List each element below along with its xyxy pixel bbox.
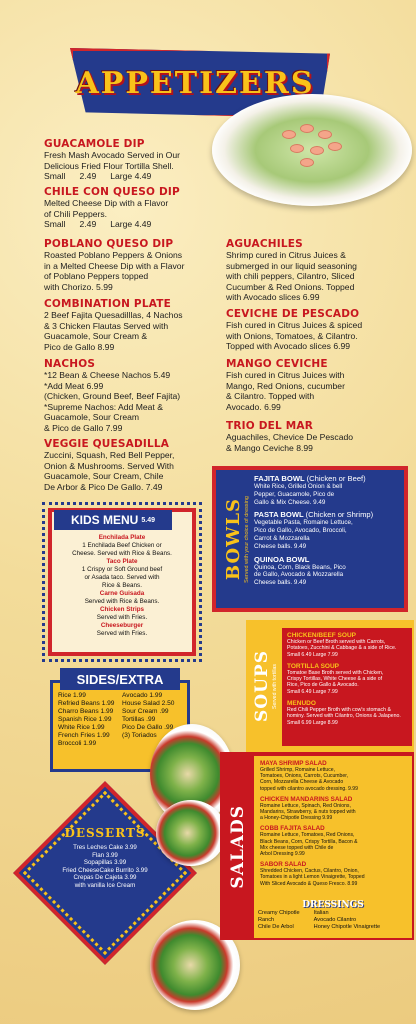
item-desc: *12 Bean & Cheese Nachos 5.49 *Add Meat 6.99 (Chicken, Ground Beef, Beef Fajita) *Supreme Nachos: Add Meat & Guacamole, Sour Cream & Pico de Gallo 7.99 bbox=[44, 370, 181, 433]
dessert-item: Crepas De Cajeta 3.99 bbox=[73, 874, 137, 882]
side-item: Refried Beans 1.99 bbox=[58, 700, 115, 707]
item-name: MANGO CEVICHE bbox=[226, 358, 328, 370]
item-desc: Fresh Mash Avocado Served in Our Delicious Fried Flour Tortilla Shell. bbox=[44, 150, 180, 171]
salad-name: COBB FAJITA SALAD bbox=[260, 825, 325, 833]
bowl-desc: Quinoa, Corn, Black Beans, Pico de Gallo, Avocado & Mozzarella Cheese balls. 9.49 bbox=[254, 563, 346, 587]
salads-list bbox=[260, 760, 410, 891]
appetizer-item-veggie-quesadilla bbox=[44, 438, 174, 492]
appetizer-item-nachos bbox=[44, 358, 180, 434]
appetizer-item-guacamole bbox=[44, 138, 180, 182]
bowl-item bbox=[254, 474, 404, 506]
dressing-option: Honey Chipotle Vinaigrette bbox=[313, 923, 381, 930]
kids-item-name: Cheeseburger bbox=[100, 622, 144, 629]
bowl-desc: White Rice, Grilled Onion & bell Pepper, Guacamole, Pico de Gallo & Mix Cheese. 9.49 bbox=[254, 483, 343, 506]
price-label: Small bbox=[44, 171, 66, 182]
kids-item-desc: Rice & Beans. bbox=[102, 582, 142, 589]
item-name: CEVICHE DE PESCADO bbox=[226, 308, 360, 320]
side-item: Charro Beans 1.99 bbox=[58, 708, 114, 715]
price-small: 2.49 bbox=[79, 171, 97, 182]
price-large: Large 4.49 bbox=[110, 171, 152, 182]
kids-menu-list bbox=[54, 534, 190, 638]
appetizer-item-ceviche-de-pescado bbox=[226, 308, 362, 352]
bowl-desc: Vegetable Pasta, Romaine Lettuce, Pico de Gallo, Avocado, Broccoli, Carrot & Mozzarella Cheese balls. 9.49 bbox=[254, 519, 353, 550]
item-name: POBLANO QUESO DIP bbox=[44, 238, 174, 250]
kids-item-desc: 1 Crispy or Soft Ground beef bbox=[81, 566, 163, 573]
bowls-list bbox=[254, 474, 404, 587]
bowls-subtitle: Served with your choice of dressing bbox=[243, 495, 250, 583]
bowl-note: (Chicken or Shrimp) bbox=[305, 510, 374, 520]
salad-desc: Grilled Shrimp, Romaine Lettuce, Tomatoes, Onions, Carrots, Cucumber, Corn, Mozzarella Cheese & Avocado topped with cilantro avocado dressing. 9.99 bbox=[260, 767, 358, 792]
item-desc: Roasted Poblano Peppers & Onions in a Melted Cheese Dip with a Flavor of Poblano Peppers topped with Chorizo. 5.99 bbox=[44, 250, 185, 292]
bowl-note: (Chicken or Beef) bbox=[306, 474, 366, 483]
side-item: Sour Cream .99 bbox=[122, 708, 169, 715]
dressing-option: Italian bbox=[313, 910, 329, 916]
side-item: House Salad 2.50 bbox=[122, 700, 175, 707]
dressings-title: DRESSINGS bbox=[302, 900, 364, 910]
item-name: GUACAMOLE DIP bbox=[44, 138, 145, 150]
salad-item bbox=[260, 760, 410, 792]
sides-left-list bbox=[58, 692, 114, 748]
item-name: AGUACHILES bbox=[226, 238, 303, 250]
salad-item bbox=[260, 861, 410, 887]
price-row bbox=[44, 171, 180, 182]
kids-item-desc: Cheese. Served with Rice & Beans. bbox=[72, 550, 172, 557]
kids-item-desc: Served with Fries. bbox=[96, 614, 148, 621]
kids-item-name: Carne Guisada bbox=[99, 590, 145, 597]
side-item: Spanish Rice 1.99 bbox=[58, 716, 112, 723]
dressing-option: Avocado Cilantro bbox=[313, 916, 357, 923]
price-row bbox=[44, 219, 180, 230]
sides-title: SIDES/EXTRA bbox=[60, 668, 180, 690]
salad-item bbox=[260, 825, 410, 857]
kids-item-desc: Served with Rice & Beans. bbox=[84, 598, 160, 605]
salad-desc: Shredded Chicken, Cactus, Cilantro, Onion, Tomatoes in a light Lemon Vinaigrette, Topped With Sliced Avocado & Queso Fresco. 8.99 bbox=[260, 868, 365, 887]
item-desc: Shrimp cured in Citrus Juices & submerged in our liquid seasoning with chili peppers, Cilantro, Sliced Cucumber & Red Onions. Topped with Avocado slices 6.99 bbox=[226, 250, 357, 303]
appetizer-item-chile-con-queso bbox=[44, 186, 180, 230]
item-name: VEGGIE QUESADILLA bbox=[44, 438, 170, 450]
item-desc: 2 Beef Fajita Quesadilllas, 4 Nachos & 3 Chicken Flautas Served with Guacamole, Sour Cream & Pico de Gallo 8.99 bbox=[44, 310, 183, 352]
item-desc: Aguachiles, Chevice De Pescado & Mango Ceviche 8.99 bbox=[226, 432, 354, 453]
item-desc: Zuccini, Squash, Red Bell Pepper, Onion & Mushrooms. Served With Guacamole, Sour Cream, Chile De Arbor & Pico De Gallo. 7.49 bbox=[44, 450, 175, 492]
kids-item-desc: 1 Enchilada Beef Chicken or bbox=[82, 542, 162, 549]
desserts-title: DESSERTS bbox=[64, 826, 146, 840]
appetizer-item-trio-del-mar bbox=[226, 420, 353, 453]
soups-list bbox=[287, 632, 409, 731]
salads-title: SALADS bbox=[228, 805, 248, 889]
appetizer-item-combination-plate bbox=[44, 298, 183, 352]
item-desc: Fish cured in Citrus Juices with Mango, Red Onions, cucumber & Cilantro. Topped with Avocado. 6.99 bbox=[226, 370, 345, 412]
soup-item bbox=[287, 700, 409, 726]
kids-item-name: Enchilada Plate bbox=[98, 534, 146, 541]
salad-desc: Romaine Lettuce, Spinach, Red Onions, Mandarins, Strawberry, & nuts topped with a Honey-Chipotle Dressing 9.99 bbox=[260, 802, 356, 822]
soups-title: SOUPS bbox=[252, 650, 272, 722]
dessert-item: Sopapillas 3.99 bbox=[83, 859, 127, 867]
desserts-content bbox=[40, 826, 170, 890]
soup-name: MENUDO bbox=[287, 700, 316, 708]
dessert-item: with vanilla Ice Cream bbox=[74, 881, 136, 889]
dressing-option: Ranch bbox=[258, 916, 275, 923]
side-item: White Rice 1.99 bbox=[58, 724, 105, 731]
aguachiles-photo bbox=[212, 94, 412, 206]
price-small: 2.49 bbox=[79, 219, 97, 230]
bowl-name: QUINOA BOWL bbox=[254, 554, 310, 564]
side-item: French Fries 1.99 bbox=[58, 732, 110, 739]
soups-heading bbox=[250, 626, 280, 746]
kids-menu-price: 5.49 bbox=[141, 516, 155, 524]
soups-subtitle: Served with tortillas bbox=[272, 663, 278, 709]
soup-desc: Tomatoe Base Broth served with Chicken, Crispy Tortillas, White Cheese & a side of Rice, Pico de Gallo & Avocado. Small 6.49 Large 7.99 bbox=[287, 669, 384, 695]
side-item: Broccoli 1.99 bbox=[58, 740, 97, 747]
dressing-option: Creamy Chipotle bbox=[258, 910, 300, 916]
side-item: Pico De Gallo .99 bbox=[122, 724, 174, 731]
dressings-left-list bbox=[258, 910, 300, 930]
bowl-name: FAJITA BOWL bbox=[254, 474, 305, 483]
dessert-item: Fried CheeseCake Burrito 3.99 bbox=[62, 866, 148, 874]
bowls-title: BOWLS bbox=[222, 497, 244, 581]
side-item: (3) Toriados bbox=[122, 732, 157, 739]
bowl-item bbox=[254, 510, 404, 550]
kids-item-desc: Served with Fries. bbox=[96, 630, 148, 637]
item-desc: Melted Cheese Dip with a Flavor of Chili Peppers. bbox=[44, 198, 169, 219]
salad-name: SABOR SALAD bbox=[260, 861, 307, 869]
soup-name: CHICKEN/BEEF SOUP bbox=[287, 632, 356, 639]
kids-item-name: Chicken Strips bbox=[99, 606, 145, 613]
soup-item bbox=[287, 632, 409, 658]
item-name: CHILE CON QUESO DIP bbox=[44, 186, 180, 198]
item-name: TRIO DEL MAR bbox=[226, 420, 314, 432]
dessert-item: Flan 3.99 bbox=[92, 851, 118, 859]
appetizer-item-aguachiles bbox=[226, 238, 357, 303]
kids-item-desc: or Asada taco. Served with bbox=[84, 574, 160, 581]
salad-name: CHICKEN MANDARINS SALAD bbox=[260, 795, 353, 803]
salad-photo bbox=[156, 800, 226, 866]
price-large: Large 4.49 bbox=[110, 219, 152, 230]
appetizer-item-poblano-queso bbox=[44, 238, 184, 292]
soup-item bbox=[287, 663, 409, 695]
kids-menu-banner bbox=[54, 510, 172, 530]
soup-name: TORTILLA SOUP bbox=[287, 662, 339, 670]
bowl-name: PASTA BOWL bbox=[254, 510, 304, 520]
bowls-heading bbox=[218, 472, 254, 606]
dressings-box bbox=[254, 900, 412, 936]
soup-desc: Chicken or Beef Broth served with Carrots, Potatoes, Zucchini & Cabbage & a side of Rice. Small 6.49 Large 7.99 bbox=[287, 639, 397, 658]
side-item: Avocado 1.99 bbox=[122, 692, 163, 699]
salad-desc: Romaine Lettuce, Tomatoes, Red Onions, Black Beans, Corn, Crispy Tortilla, Bacon & Mix cheese topped with Chile de Arbol Dressing 9.99 bbox=[260, 832, 358, 858]
soup-desc: Red Chili Pepper Broth with cow's stomach & hominy. Served with Cilantro, Onions & Jalapeno. Small 6.99 Large 8.99 bbox=[287, 707, 401, 726]
item-name: NACHOS bbox=[44, 358, 96, 370]
bowl-item bbox=[254, 555, 404, 587]
kids-menu-title: KIDS MENU bbox=[71, 513, 139, 527]
dessert-item: Tres Leches Cake 3.99 bbox=[73, 844, 137, 851]
desserts-list bbox=[62, 844, 147, 890]
item-name: COMBINATION PLATE bbox=[44, 298, 171, 310]
salads-heading bbox=[222, 756, 254, 938]
dressing-option: Chile De Arbol bbox=[258, 923, 294, 930]
dressings-right-list bbox=[314, 910, 380, 930]
side-item: Tortillas .99 bbox=[122, 716, 156, 723]
salad-item bbox=[260, 796, 410, 822]
page-title: APPETIZERS bbox=[75, 65, 315, 101]
price-label: Small bbox=[44, 219, 66, 230]
salad-name: MAYA SHRIMP SALAD bbox=[260, 760, 327, 767]
item-desc: Fish cured in Citrus Juices & spiced with Onions, Tomatoes, & Cilantro. Topped with Avocado slices 6.99 bbox=[226, 320, 363, 352]
kids-item-name: Taco Plate bbox=[106, 558, 138, 565]
appetizer-item-mango-ceviche bbox=[226, 358, 345, 412]
side-item: Rice 1.99 bbox=[58, 692, 86, 699]
